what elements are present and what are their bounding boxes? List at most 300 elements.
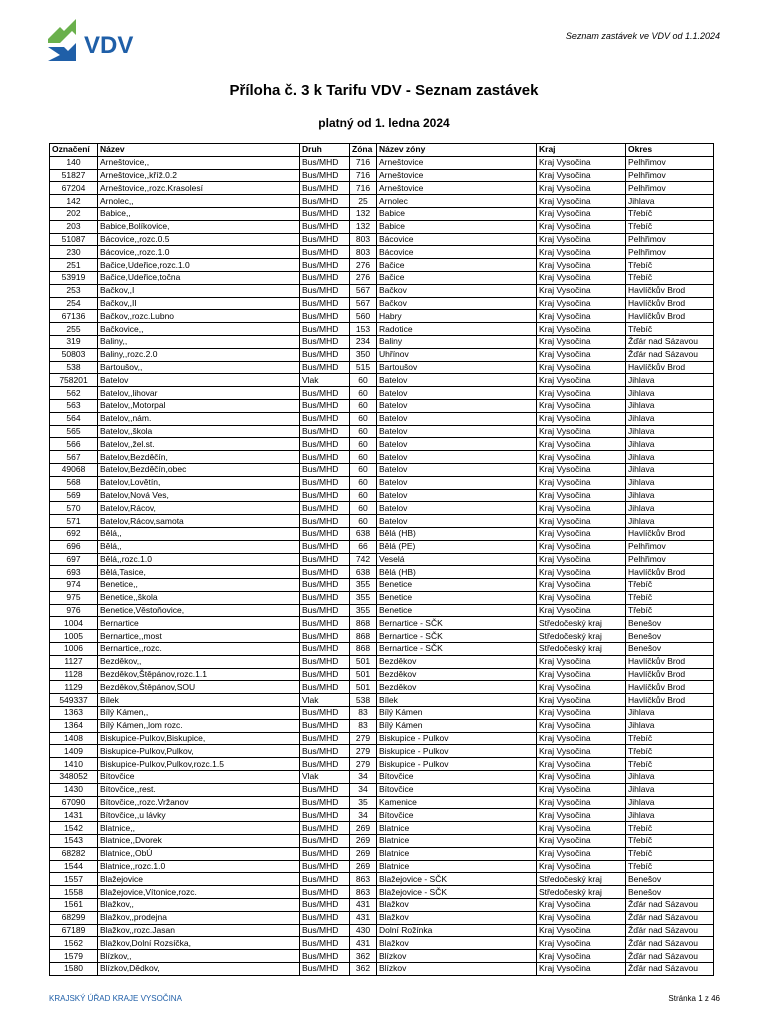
cell-oznaceni: 1364 bbox=[50, 719, 98, 732]
cell-druh: Bus/MHD bbox=[300, 937, 350, 950]
cell-oznaceni: 1408 bbox=[50, 732, 98, 745]
col-header-kraj: Kraj bbox=[537, 144, 626, 157]
cell-zona: 60 bbox=[350, 489, 377, 502]
cell-zona: 501 bbox=[350, 681, 377, 694]
cell-kraj: Kraj Vysočina bbox=[537, 463, 626, 476]
cell-oznaceni: 563 bbox=[50, 399, 98, 412]
cell-kraj: Kraj Vysočina bbox=[537, 527, 626, 540]
cell-kraj: Kraj Vysočina bbox=[537, 860, 626, 873]
cell-nazev: Bačice,Udeřice,točna bbox=[98, 271, 300, 284]
cell-okres: Havlíčkův Brod bbox=[626, 310, 714, 323]
cell-nazev: Bílý Kámen,,lom rozc. bbox=[98, 719, 300, 732]
logo-text: VDV bbox=[84, 32, 134, 59]
cell-oznaceni: 348052 bbox=[50, 771, 98, 784]
cell-oznaceni: 1562 bbox=[50, 937, 98, 950]
cell-nazev-zony: Bílek bbox=[377, 694, 537, 707]
cell-zona: 279 bbox=[350, 745, 377, 758]
cell-nazev-zony: Batelov bbox=[377, 476, 537, 489]
cell-nazev-zony: Blízkov bbox=[377, 950, 537, 963]
cell-oznaceni: 549337 bbox=[50, 694, 98, 707]
table-row bbox=[50, 745, 714, 758]
cell-nazev-zony: Batelov bbox=[377, 502, 537, 515]
table-row bbox=[50, 412, 714, 425]
cell-kraj: Kraj Vysočina bbox=[537, 438, 626, 451]
cell-okres: Benešov bbox=[626, 873, 714, 886]
cell-nazev: Bernartice,,most bbox=[98, 630, 300, 643]
table-row bbox=[50, 758, 714, 771]
cell-druh: Bus/MHD bbox=[300, 630, 350, 643]
cell-okres: Jihlava bbox=[626, 374, 714, 387]
cell-nazev: Blatnice,,Dvorek bbox=[98, 835, 300, 848]
cell-oznaceni: 251 bbox=[50, 259, 98, 272]
cell-okres: Třebíč bbox=[626, 732, 714, 745]
table-row bbox=[50, 246, 714, 259]
cell-oznaceni: 67204 bbox=[50, 182, 98, 195]
cell-zona: 868 bbox=[350, 617, 377, 630]
cell-nazev-zony: Arneštovice bbox=[377, 169, 537, 182]
cell-kraj: Kraj Vysočina bbox=[537, 489, 626, 502]
document-name: Seznam zastávek ve VDV od 1.1.2024 bbox=[565, 31, 720, 41]
cell-oznaceni: 140 bbox=[50, 156, 98, 169]
cell-zona: 803 bbox=[350, 233, 377, 246]
cell-zona: 269 bbox=[350, 847, 377, 860]
cell-okres: Pelhřimov bbox=[626, 553, 714, 566]
table-row bbox=[50, 335, 714, 348]
cell-okres: Třebíč bbox=[626, 860, 714, 873]
cell-nazev: Bílek bbox=[98, 694, 300, 707]
cell-kraj: Kraj Vysočina bbox=[537, 220, 626, 233]
table-row bbox=[50, 950, 714, 963]
cell-oznaceni: 692 bbox=[50, 527, 98, 540]
cell-druh: Bus/MHD bbox=[300, 451, 350, 464]
cell-zona: 25 bbox=[350, 195, 377, 208]
cell-zona: 716 bbox=[350, 182, 377, 195]
cell-druh: Bus/MHD bbox=[300, 323, 350, 336]
table-row bbox=[50, 233, 714, 246]
cell-nazev: Baliny,, bbox=[98, 335, 300, 348]
cell-nazev-zony: Bítovčice bbox=[377, 771, 537, 784]
cell-zona: 803 bbox=[350, 246, 377, 259]
cell-okres: Havlíčkův Brod bbox=[626, 681, 714, 694]
cell-okres: Třebíč bbox=[626, 579, 714, 592]
table-row bbox=[50, 553, 714, 566]
cell-oznaceni: 976 bbox=[50, 604, 98, 617]
cell-kraj: Kraj Vysočina bbox=[537, 156, 626, 169]
page-subtitle: platný od 1. ledna 2024 bbox=[318, 116, 450, 130]
cell-druh: Bus/MHD bbox=[300, 220, 350, 233]
cell-oznaceni: 562 bbox=[50, 387, 98, 400]
cell-nazev-zony: Batelov bbox=[377, 489, 537, 502]
cell-nazev: Bítovčice,,rest. bbox=[98, 783, 300, 796]
cell-druh: Bus/MHD bbox=[300, 463, 350, 476]
cell-nazev: Bartoušov,, bbox=[98, 361, 300, 374]
table-row bbox=[50, 169, 714, 182]
table-row bbox=[50, 348, 714, 361]
cell-kraj: Kraj Vysočina bbox=[537, 207, 626, 220]
cell-nazev: Bělá,, bbox=[98, 527, 300, 540]
cell-nazev: Bítovčice,,u lávky bbox=[98, 809, 300, 822]
cell-nazev: Bačkov,,I bbox=[98, 284, 300, 297]
cell-nazev: Batelov,Rácov, bbox=[98, 502, 300, 515]
cell-nazev: Blatnice,,rozc.1.0 bbox=[98, 860, 300, 873]
table-row bbox=[50, 489, 714, 502]
cell-okres: Jihlava bbox=[626, 515, 714, 528]
cell-druh: Vlak bbox=[300, 694, 350, 707]
cell-nazev: Batelov,Bezděčín, bbox=[98, 451, 300, 464]
cell-nazev-zony: Blatnice bbox=[377, 847, 537, 860]
cell-druh: Bus/MHD bbox=[300, 399, 350, 412]
cell-okres: Pelhřimov bbox=[626, 169, 714, 182]
cell-zona: 269 bbox=[350, 835, 377, 848]
cell-nazev: Benetice,, bbox=[98, 579, 300, 592]
cell-kraj: Kraj Vysočina bbox=[537, 335, 626, 348]
cell-druh: Bus/MHD bbox=[300, 246, 350, 259]
cell-nazev: Bělá,Tasice, bbox=[98, 566, 300, 579]
cell-okres: Žďár nad Sázavou bbox=[626, 924, 714, 937]
table-row bbox=[50, 156, 714, 169]
cell-nazev: Arneštovice,,rozc.Krasolesí bbox=[98, 182, 300, 195]
table-row bbox=[50, 860, 714, 873]
cell-nazev: Batelov bbox=[98, 374, 300, 387]
col-header-okres: Okres bbox=[626, 144, 714, 157]
cell-zona: 638 bbox=[350, 566, 377, 579]
cell-zona: 431 bbox=[350, 899, 377, 912]
cell-druh: Bus/MHD bbox=[300, 271, 350, 284]
cell-nazev-zony: Blatnice bbox=[377, 860, 537, 873]
cell-oznaceni: 693 bbox=[50, 566, 98, 579]
cell-kraj: Kraj Vysočina bbox=[537, 233, 626, 246]
cell-druh: Bus/MHD bbox=[300, 745, 350, 758]
cell-druh: Bus/MHD bbox=[300, 835, 350, 848]
cell-kraj: Kraj Vysočina bbox=[537, 195, 626, 208]
cell-oznaceni: 566 bbox=[50, 438, 98, 451]
table-row bbox=[50, 899, 714, 912]
cell-kraj: Kraj Vysočina bbox=[537, 169, 626, 182]
cell-oznaceni: 1579 bbox=[50, 950, 98, 963]
cell-okres: Žďár nad Sázavou bbox=[626, 899, 714, 912]
logo-arrow-green-icon bbox=[48, 19, 76, 43]
cell-nazev-zony: Bačkov bbox=[377, 284, 537, 297]
cell-kraj: Kraj Vysočina bbox=[537, 553, 626, 566]
cell-zona: 716 bbox=[350, 156, 377, 169]
table-body bbox=[50, 156, 714, 975]
cell-zona: 153 bbox=[350, 323, 377, 336]
cell-okres: Jihlava bbox=[626, 771, 714, 784]
table-row bbox=[50, 655, 714, 668]
cell-druh: Bus/MHD bbox=[300, 348, 350, 361]
table-row bbox=[50, 796, 714, 809]
table-row bbox=[50, 425, 714, 438]
cell-nazev: Bačice,Udeřice,rozc.1.0 bbox=[98, 259, 300, 272]
table-row bbox=[50, 783, 714, 796]
cell-oznaceni: 1129 bbox=[50, 681, 98, 694]
cell-okres: Žďár nad Sázavou bbox=[626, 950, 714, 963]
cell-okres: Jihlava bbox=[626, 796, 714, 809]
cell-nazev-zony: Blažejovice - SČK bbox=[377, 886, 537, 899]
cell-oznaceni: 319 bbox=[50, 335, 98, 348]
cell-oznaceni: 1430 bbox=[50, 783, 98, 796]
cell-nazev: Batelov,Nová Ves, bbox=[98, 489, 300, 502]
cell-nazev: Batelov,,nám. bbox=[98, 412, 300, 425]
cell-zona: 66 bbox=[350, 540, 377, 553]
table-row bbox=[50, 847, 714, 860]
cell-zona: 34 bbox=[350, 771, 377, 784]
cell-nazev: Batelov,Lovětín, bbox=[98, 476, 300, 489]
cell-druh: Bus/MHD bbox=[300, 540, 350, 553]
cell-oznaceni: 1363 bbox=[50, 707, 98, 720]
cell-nazev: Bělá,, bbox=[98, 540, 300, 553]
cell-druh: Bus/MHD bbox=[300, 591, 350, 604]
cell-kraj: Kraj Vysočina bbox=[537, 476, 626, 489]
cell-zona: 35 bbox=[350, 796, 377, 809]
cell-kraj: Kraj Vysočina bbox=[537, 182, 626, 195]
cell-druh: Bus/MHD bbox=[300, 822, 350, 835]
cell-kraj: Kraj Vysočina bbox=[537, 271, 626, 284]
cell-okres: Třebíč bbox=[626, 207, 714, 220]
cell-nazev: Babice,, bbox=[98, 207, 300, 220]
cell-okres: Benešov bbox=[626, 617, 714, 630]
table-row bbox=[50, 195, 714, 208]
cell-oznaceni: 50803 bbox=[50, 348, 98, 361]
cell-kraj: Kraj Vysočina bbox=[537, 502, 626, 515]
cell-kraj: Středočeský kraj bbox=[537, 873, 626, 886]
cell-okres: Třebíč bbox=[626, 822, 714, 835]
cell-zona: 501 bbox=[350, 655, 377, 668]
cell-nazev-zony: Kamenice bbox=[377, 796, 537, 809]
cell-oznaceni: 1004 bbox=[50, 617, 98, 630]
cell-oznaceni: 1542 bbox=[50, 822, 98, 835]
cell-kraj: Kraj Vysočina bbox=[537, 374, 626, 387]
cell-nazev: Blažkov,,prodejna bbox=[98, 911, 300, 924]
cell-okres: Jihlava bbox=[626, 451, 714, 464]
cell-druh: Bus/MHD bbox=[300, 719, 350, 732]
cell-druh: Bus/MHD bbox=[300, 387, 350, 400]
table-row bbox=[50, 207, 714, 220]
cell-druh: Bus/MHD bbox=[300, 899, 350, 912]
cell-okres: Jihlava bbox=[626, 412, 714, 425]
cell-oznaceni: 1005 bbox=[50, 630, 98, 643]
cell-zona: 60 bbox=[350, 451, 377, 464]
cell-kraj: Kraj Vysočina bbox=[537, 668, 626, 681]
cell-okres: Třebíč bbox=[626, 835, 714, 848]
cell-druh: Bus/MHD bbox=[300, 156, 350, 169]
cell-nazev-zony: Biskupice - Pulkov bbox=[377, 745, 537, 758]
cell-nazev: Bácovice,,rozc.1.0 bbox=[98, 246, 300, 259]
cell-okres: Havlíčkův Brod bbox=[626, 527, 714, 540]
cell-druh: Vlak bbox=[300, 771, 350, 784]
cell-oznaceni: 758201 bbox=[50, 374, 98, 387]
cell-druh: Bus/MHD bbox=[300, 284, 350, 297]
cell-nazev-zony: Benetice bbox=[377, 579, 537, 592]
cell-okres: Jihlava bbox=[626, 502, 714, 515]
cell-zona: 269 bbox=[350, 860, 377, 873]
cell-kraj: Kraj Vysočina bbox=[537, 451, 626, 464]
cell-zona: 279 bbox=[350, 758, 377, 771]
table-row bbox=[50, 835, 714, 848]
cell-okres: Jihlava bbox=[626, 783, 714, 796]
cell-nazev-zony: Bělá (HB) bbox=[377, 527, 537, 540]
cell-druh: Bus/MHD bbox=[300, 886, 350, 899]
cell-nazev-zony: Arneštovice bbox=[377, 156, 537, 169]
cell-oznaceni: 571 bbox=[50, 515, 98, 528]
cell-okres: Pelhřimov bbox=[626, 233, 714, 246]
cell-oznaceni: 1128 bbox=[50, 668, 98, 681]
table-row bbox=[50, 502, 714, 515]
cell-oznaceni: 1410 bbox=[50, 758, 98, 771]
cell-nazev-zony: Bačice bbox=[377, 259, 537, 272]
cell-okres: Jihlava bbox=[626, 707, 714, 720]
cell-druh: Bus/MHD bbox=[300, 169, 350, 182]
cell-zona: 83 bbox=[350, 707, 377, 720]
cell-nazev-zony: Biskupice - Pulkov bbox=[377, 732, 537, 745]
cell-kraj: Kraj Vysočina bbox=[537, 297, 626, 310]
cell-nazev-zony: Batelov bbox=[377, 374, 537, 387]
cell-nazev-zony: Bezděkov bbox=[377, 668, 537, 681]
cell-kraj: Kraj Vysočina bbox=[537, 591, 626, 604]
cell-zona: 60 bbox=[350, 438, 377, 451]
table-row bbox=[50, 604, 714, 617]
cell-nazev: Bezděkov,Štěpánov,rozc.1.1 bbox=[98, 668, 300, 681]
cell-kraj: Kraj Vysočina bbox=[537, 387, 626, 400]
cell-kraj: Kraj Vysočina bbox=[537, 348, 626, 361]
cell-okres: Havlíčkův Brod bbox=[626, 284, 714, 297]
cell-oznaceni: 1580 bbox=[50, 963, 98, 976]
cell-druh: Bus/MHD bbox=[300, 950, 350, 963]
table-row bbox=[50, 771, 714, 784]
cell-druh: Bus/MHD bbox=[300, 911, 350, 924]
cell-nazev-zony: Benetice bbox=[377, 604, 537, 617]
stops-table bbox=[49, 143, 714, 976]
cell-zona: 567 bbox=[350, 297, 377, 310]
cell-nazev-zony: Baliny bbox=[377, 335, 537, 348]
cell-druh: Bus/MHD bbox=[300, 259, 350, 272]
cell-oznaceni: 51827 bbox=[50, 169, 98, 182]
table-row bbox=[50, 591, 714, 604]
cell-oznaceni: 570 bbox=[50, 502, 98, 515]
cell-okres: Jihlava bbox=[626, 719, 714, 732]
table-row bbox=[50, 694, 714, 707]
cell-kraj: Kraj Vysočina bbox=[537, 719, 626, 732]
cell-nazev: Bernartice,,rozc. bbox=[98, 643, 300, 656]
cell-kraj: Kraj Vysočina bbox=[537, 771, 626, 784]
footer-authority: KRAJSKÝ ÚŘAD KRAJE VYSOČINA bbox=[49, 994, 182, 1003]
cell-druh: Bus/MHD bbox=[300, 617, 350, 630]
cell-zona: 60 bbox=[350, 476, 377, 489]
cell-okres: Havlíčkův Brod bbox=[626, 297, 714, 310]
cell-kraj: Kraj Vysočina bbox=[537, 655, 626, 668]
cell-kraj: Kraj Vysočina bbox=[537, 681, 626, 694]
cell-zona: 362 bbox=[350, 963, 377, 976]
cell-druh: Bus/MHD bbox=[300, 758, 350, 771]
cell-nazev: Blatnice,,ObÚ bbox=[98, 847, 300, 860]
table-row bbox=[50, 271, 714, 284]
table-row bbox=[50, 707, 714, 720]
cell-kraj: Kraj Vysočina bbox=[537, 899, 626, 912]
cell-nazev-zony: Batelov bbox=[377, 438, 537, 451]
cell-druh: Bus/MHD bbox=[300, 412, 350, 425]
cell-oznaceni: 696 bbox=[50, 540, 98, 553]
cell-nazev-zony: Batelov bbox=[377, 451, 537, 464]
cell-nazev-zony: Bítovčice bbox=[377, 809, 537, 822]
cell-zona: 567 bbox=[350, 284, 377, 297]
cell-nazev: Batelov,,lihovar bbox=[98, 387, 300, 400]
cell-okres: Havlíčkův Brod bbox=[626, 655, 714, 668]
cell-nazev: Blažejovice bbox=[98, 873, 300, 886]
cell-nazev: Benetice,Věstoňovice, bbox=[98, 604, 300, 617]
cell-zona: 276 bbox=[350, 271, 377, 284]
cell-nazev-zony: Bernartice - SČK bbox=[377, 643, 537, 656]
cell-okres: Pelhřimov bbox=[626, 182, 714, 195]
cell-kraj: Kraj Vysočina bbox=[537, 566, 626, 579]
cell-druh: Bus/MHD bbox=[300, 707, 350, 720]
cell-oznaceni: 1544 bbox=[50, 860, 98, 873]
cell-druh: Bus/MHD bbox=[300, 604, 350, 617]
cell-kraj: Kraj Vysočina bbox=[537, 399, 626, 412]
cell-nazev-zony: Bítovčice bbox=[377, 783, 537, 796]
cell-okres: Třebíč bbox=[626, 220, 714, 233]
footer-page-number: Stránka 1 z 46 bbox=[668, 994, 720, 1003]
cell-okres: Jihlava bbox=[626, 387, 714, 400]
cell-druh: Bus/MHD bbox=[300, 425, 350, 438]
table-row bbox=[50, 438, 714, 451]
cell-nazev: Bačkovice,, bbox=[98, 323, 300, 336]
table-row bbox=[50, 540, 714, 553]
cell-oznaceni: 254 bbox=[50, 297, 98, 310]
cell-zona: 355 bbox=[350, 591, 377, 604]
cell-kraj: Kraj Vysočina bbox=[537, 924, 626, 937]
cell-nazev-zony: Bernartice - SČK bbox=[377, 617, 537, 630]
col-header-druh: Druh bbox=[300, 144, 350, 157]
cell-kraj: Kraj Vysočina bbox=[537, 515, 626, 528]
cell-nazev-zony: Dolní Rožínka bbox=[377, 924, 537, 937]
cell-zona: 863 bbox=[350, 886, 377, 899]
table-header-row bbox=[50, 144, 714, 157]
cell-nazev-zony: Blatnice bbox=[377, 835, 537, 848]
cell-druh: Bus/MHD bbox=[300, 655, 350, 668]
cell-druh: Bus/MHD bbox=[300, 335, 350, 348]
cell-oznaceni: 568 bbox=[50, 476, 98, 489]
cell-kraj: Kraj Vysočina bbox=[537, 950, 626, 963]
cell-zona: 132 bbox=[350, 207, 377, 220]
cell-zona: 60 bbox=[350, 515, 377, 528]
cell-okres: Jihlava bbox=[626, 399, 714, 412]
table-row bbox=[50, 374, 714, 387]
cell-zona: 279 bbox=[350, 732, 377, 745]
vdv-logo bbox=[46, 17, 156, 63]
cell-zona: 60 bbox=[350, 502, 377, 515]
cell-kraj: Kraj Vysočina bbox=[537, 361, 626, 374]
cell-kraj: Středočeský kraj bbox=[537, 630, 626, 643]
cell-oznaceni: 230 bbox=[50, 246, 98, 259]
cell-nazev-zony: Bezděkov bbox=[377, 681, 537, 694]
cell-zona: 560 bbox=[350, 310, 377, 323]
cell-nazev: Batelov,,Motorpal bbox=[98, 399, 300, 412]
cell-zona: 501 bbox=[350, 668, 377, 681]
cell-nazev-zony: Habry bbox=[377, 310, 537, 323]
cell-nazev: Batelov,Bezděčín,obec bbox=[98, 463, 300, 476]
cell-oznaceni: 202 bbox=[50, 207, 98, 220]
cell-zona: 742 bbox=[350, 553, 377, 566]
cell-oznaceni: 1558 bbox=[50, 886, 98, 899]
cell-okres: Třebíč bbox=[626, 745, 714, 758]
cell-oznaceni: 68299 bbox=[50, 911, 98, 924]
cell-okres: Pelhřimov bbox=[626, 540, 714, 553]
cell-druh: Bus/MHD bbox=[300, 310, 350, 323]
table-row bbox=[50, 182, 714, 195]
cell-nazev: Bítovčice bbox=[98, 771, 300, 784]
cell-okres: Havlíčkův Brod bbox=[626, 566, 714, 579]
cell-nazev-zony: Bartoušov bbox=[377, 361, 537, 374]
